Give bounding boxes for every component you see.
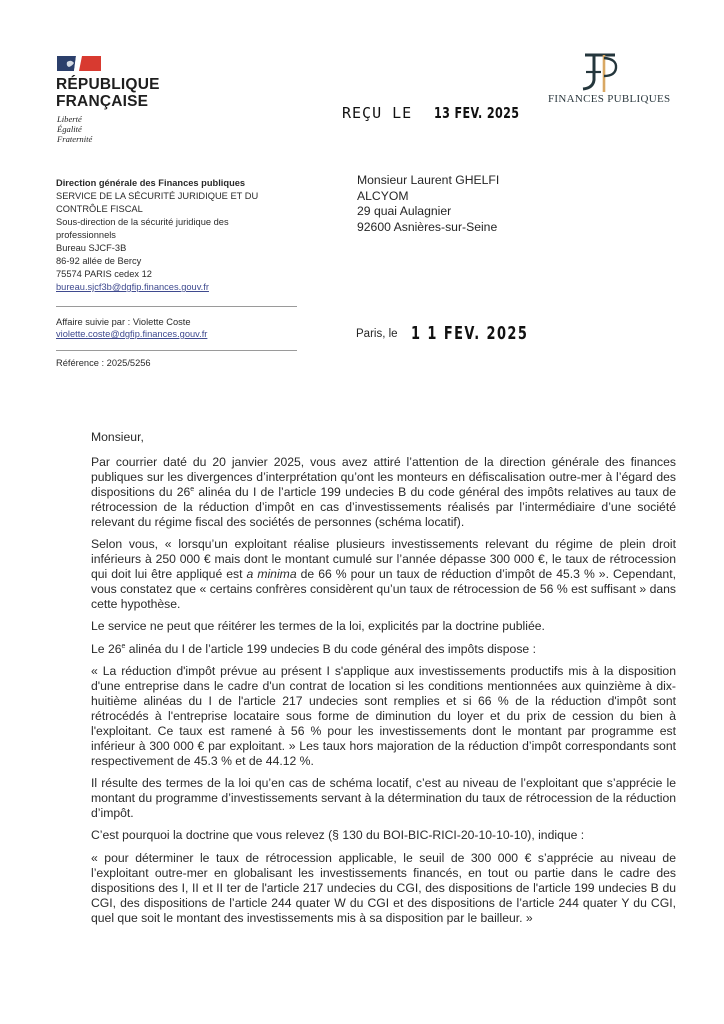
paragraph: Il résulte des termes de la loi qu’en cas de schéma locatif, c’est au niveau de l’exploitant que s’apprécie le montant du programme d’investissements servant à la détermination du taux de rétrocession de la réduction d’impôt. [91, 776, 676, 820]
followup-label: Affaire suivie par : Violette Coste [56, 317, 191, 327]
finances-publiques-label: FINANCES PUBLIQUES [548, 93, 671, 105]
place-label: Paris, le [356, 328, 398, 340]
received-stamp-label: REÇU LE [342, 104, 413, 122]
received-stamp-date: 13 FEV. 2025 [434, 104, 520, 122]
flag-red-part [79, 56, 101, 71]
sender-block [56, 177, 306, 294]
sender-subdirection: Sous-direction de la sécurité juridique des professionnels [56, 217, 229, 240]
greeting: Monsieur, [91, 430, 144, 444]
finances-publiques-logo-icon [577, 50, 623, 94]
recipient-city: 92600 Asnières-sur-Seine [357, 219, 498, 234]
paragraph: Selon vous, « lorsqu’un exploitant réalise plusieurs investissements relevant du régime de plein droit inférieurs à 250 000 € mais dont le montant cumulé sur l’année dépasse 300 000 €, le taux de rétrocession qui doit lui être appliqué est a minima de 66 % pour un taux de réduction d’impôt de 45.3 % ». Cependant, vous constatez que « certains confrères considèrent qu’un taux de rétrocession de 56 % est suffisant » dans cette hypothèse. [91, 537, 676, 611]
divider [56, 350, 297, 351]
republic-motto: Liberté Égalité Fraternité [57, 114, 93, 144]
followup-email-link[interactable]: violette.coste@dgfip.finances.gouv.fr [56, 329, 208, 339]
followup-block [56, 316, 207, 340]
sender-organisation: Direction générale des Finances publiques [56, 178, 246, 188]
reference-number: Référence : 2025/5256 [56, 358, 151, 368]
recipient-name: Monsieur Laurent GHELFI [357, 173, 500, 187]
marianne-flag-icon [57, 56, 101, 71]
law-quote: « La réduction d'impôt prévue au présent I s'applique aux investissements productifs mis à la disposition d'une entreprise dans le cadre d'un contrat de location si les conditions mentionnées aux quinzième à dix-huitième alinéas du I de l'article 217 undecies sont remplies et si 66 % de la réduction d'impôt sont rétrocédés à l'entreprise locataire sous forme de diminution du loyer et du prix de cession du bien à l'exploitant. Ce taux est ramené à 56 % pour les investissements dont le montant par programme est inférieur à 300 000 € par exploitant. » Les taux hors majoration de la réduction d’impôt correspondants sont respectivement de 45.3 % et de 44.12 %. [91, 664, 676, 768]
sender-city: 75574 PARIS cedex 12 [56, 269, 152, 279]
sender-street: 86-92 allée de Bercy [56, 256, 142, 266]
paragraph: Le service ne peut que réitérer les termes de la loi, explicités par la doctrine publiée. [91, 619, 545, 634]
sender-email-link[interactable]: bureau.sjcf3b@dgfip.finances.gouv.fr [56, 282, 209, 292]
paragraph: Par courrier daté du 20 janvier 2025, vous avez attiré l’attention de la direction générale des finances publiques sur les divergences d’interprétation qu’ont les monteurs en défiscalisation outre-mer à l’égard des dispositions du 26e alinéa du I de l’article 199 undecies B du code général des impôts relatives au taux de rétrocession de la réduction d’impôt en cas d’investissements réalisés par l’intermédiaire d’une société relevant du régime fiscal des sociétés de personnes (schéma locatif). [91, 454, 676, 529]
doctrine-quote: « pour déterminer le taux de rétrocession applicable, le seuil de 300 000 € s’apprécie au niveau de l’exploitant outre-mer en globalisant les investissements financés, en tout ou partie dans le cadre des dispositions des I, II et II ter de l'article 217 undecies du CGI, des dispositions de l'article 199 undecies B du CGI, des dispositions de l’article 244 quater W du CGI et des dispositions de l’article 244 quater Y du CGI, quel que soit le montant des investissements mis à sa disposition par le bailleur. » [91, 850, 676, 925]
paragraph: Le 26e alinéa du I de l’article 199 undecies B du code général des impôts dispose : [91, 641, 536, 656]
letter-body [91, 430, 676, 933]
divider [56, 306, 297, 307]
place-date [356, 323, 574, 344]
recipient-street: 29 quai Aulagnier [357, 204, 452, 218]
received-stamp [342, 104, 553, 122]
republique-francaise-title: RÉPUBLIQUE FRANÇAISE [56, 76, 160, 110]
recipient-company: ALCYOM [357, 188, 409, 203]
sender-service: SERVICE DE LA SÉCURITÉ JURIDIQUE ET DU CONTRÔLE FISCAL [56, 191, 259, 214]
recipient-address [357, 173, 499, 235]
paragraph: C’est pourquoi la doctrine que vous relevez (§ 130 du BOI-BIC-RICI-20-10-10-10), indique : [91, 828, 585, 843]
date-stamp: 1 1 FEV. 2025 [410, 323, 529, 344]
sender-bureau: Bureau SJCF-3B [56, 243, 127, 253]
